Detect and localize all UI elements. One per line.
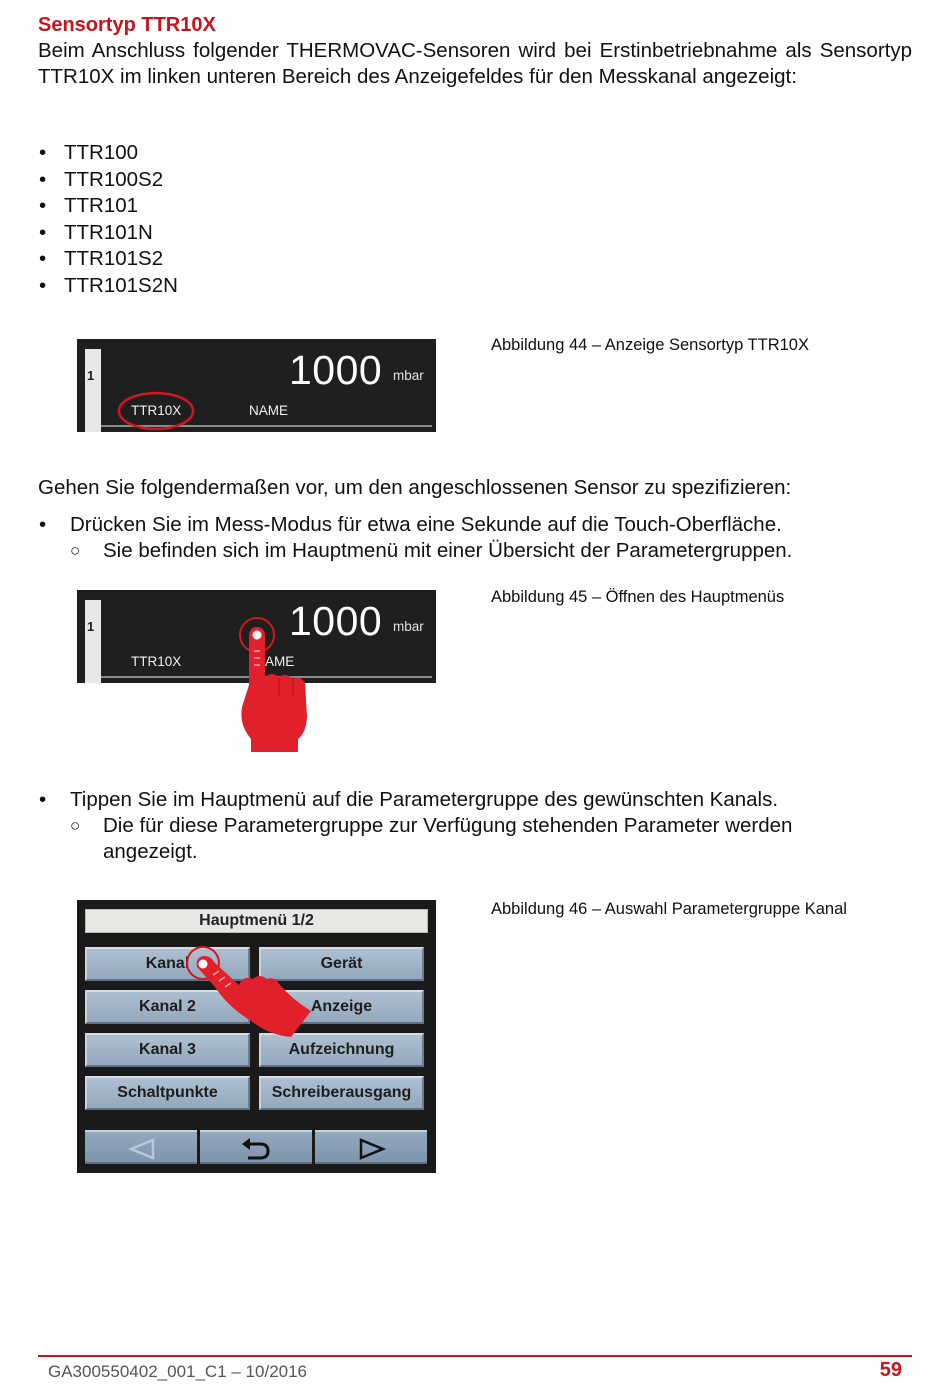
menu-button-kanal-3[interactable]: Kanal 3: [85, 1033, 250, 1067]
pressure-value: 1000: [289, 598, 383, 644]
procedure-intro: Gehen Sie folgendermaßen vor, um den angeschlossenen Sensor zu spezifizieren:: [38, 476, 792, 499]
step-1-result: [70, 538, 793, 564]
menu-button-geraet[interactable]: Gerät: [259, 947, 424, 981]
menu-title: Hauptmenü 1/2: [85, 909, 428, 933]
nav-next-button[interactable]: [315, 1130, 427, 1164]
step-1-result-text: Sie befinden sich im Hauptmenü mit einer Übersicht der Parametergruppen.: [103, 539, 793, 562]
figure-44-display: [77, 339, 436, 432]
circle-bullet-icon: ○: [70, 816, 81, 835]
highlight-ellipse-icon: [77, 339, 436, 432]
footer-divider: [38, 1355, 912, 1357]
channel-name-label: AME: [265, 654, 295, 669]
step-2: [38, 787, 779, 813]
triangle-left-icon: [85, 1132, 197, 1166]
sensor-type-label: TTR10X: [131, 403, 182, 418]
step-2-result: [70, 813, 793, 865]
pressure-unit: mbar: [393, 619, 424, 634]
bullet-icon: •: [39, 513, 47, 536]
footer-doc-id: GA300550402_001_C1 – 10/2016: [48, 1362, 308, 1381]
figure-44-caption: Abbildung 44 – Anzeige Sensortyp TTR10X: [491, 336, 809, 354]
list-item: • TTR101S2N: [38, 273, 178, 300]
bullet-icon: •: [39, 788, 47, 811]
list-item: • TTR101: [38, 193, 178, 220]
menu-button-kanal[interactable]: Kanal: [85, 947, 250, 981]
channel-number: 1: [87, 368, 95, 383]
list-item: • TTR100S2: [38, 167, 178, 194]
menu-button-schreiberausgang[interactable]: Schreiberausgang: [259, 1076, 424, 1110]
pressure-unit: mbar: [393, 368, 424, 383]
figure-45-caption: Abbildung 45 – Öffnen des Hauptmenüs: [491, 588, 785, 606]
menu-button-kanal-2[interactable]: Kanal 2: [85, 990, 250, 1024]
tapping-hand-icon: [185, 945, 315, 1045]
circle-bullet-icon: ○: [70, 541, 81, 560]
step-1: [38, 512, 782, 538]
channel-number: 1: [87, 619, 95, 634]
step-1-text: Drücken Sie im Mess-Modus für etwa eine Sekunde auf die Touch-Oberfläche.: [70, 513, 782, 536]
sensor-type-label: TTR10X: [131, 654, 182, 669]
channel-name-label: NAME: [249, 403, 289, 418]
sensor-list: [38, 140, 178, 299]
step-2-result-line-1: Die für diese Parametergruppe zur Verfügung stehenden Parameter werden: [103, 814, 793, 837]
return-arrow-icon: [200, 1132, 312, 1166]
nav-back-button[interactable]: [200, 1130, 312, 1164]
step-2-text: Tippen Sie im Hauptmenü auf die Parametergruppe des gewünschten Kanals.: [70, 788, 779, 811]
channel-bar: [85, 600, 101, 683]
menu-button-anzeige[interactable]: Anzeige: [259, 990, 424, 1024]
pressure-value: 1000: [289, 347, 383, 393]
pressing-hand-icon: [232, 615, 312, 755]
step-2-result-line-2: angezeigt.: [103, 840, 198, 863]
list-item: • TTR100: [38, 140, 178, 167]
menu-button-schaltpunkte[interactable]: Schaltpunkte: [85, 1076, 250, 1110]
list-item: • TTR101S2: [38, 246, 178, 273]
triangle-right-icon: [315, 1132, 427, 1166]
intro-paragraph: Beim Anschluss folgender THERMOVAC-Sensoren wird bei Erstinbetriebnahme als Sensortyp TTR10X im linken unteren Bereich des Anzeigefeldes für den Messkanal angezeigt:: [38, 39, 912, 88]
figure-46-caption: Abbildung 46 – Auswahl Parametergruppe Kanal: [491, 900, 847, 918]
menu-button-aufzeichnung[interactable]: Aufzeichnung: [259, 1033, 424, 1067]
section-heading: Sensortyp TTR10X: [38, 14, 216, 36]
nav-previous-button[interactable]: [85, 1130, 197, 1164]
page-number: 59: [879, 1359, 902, 1381]
list-item: • TTR101N: [38, 220, 178, 247]
